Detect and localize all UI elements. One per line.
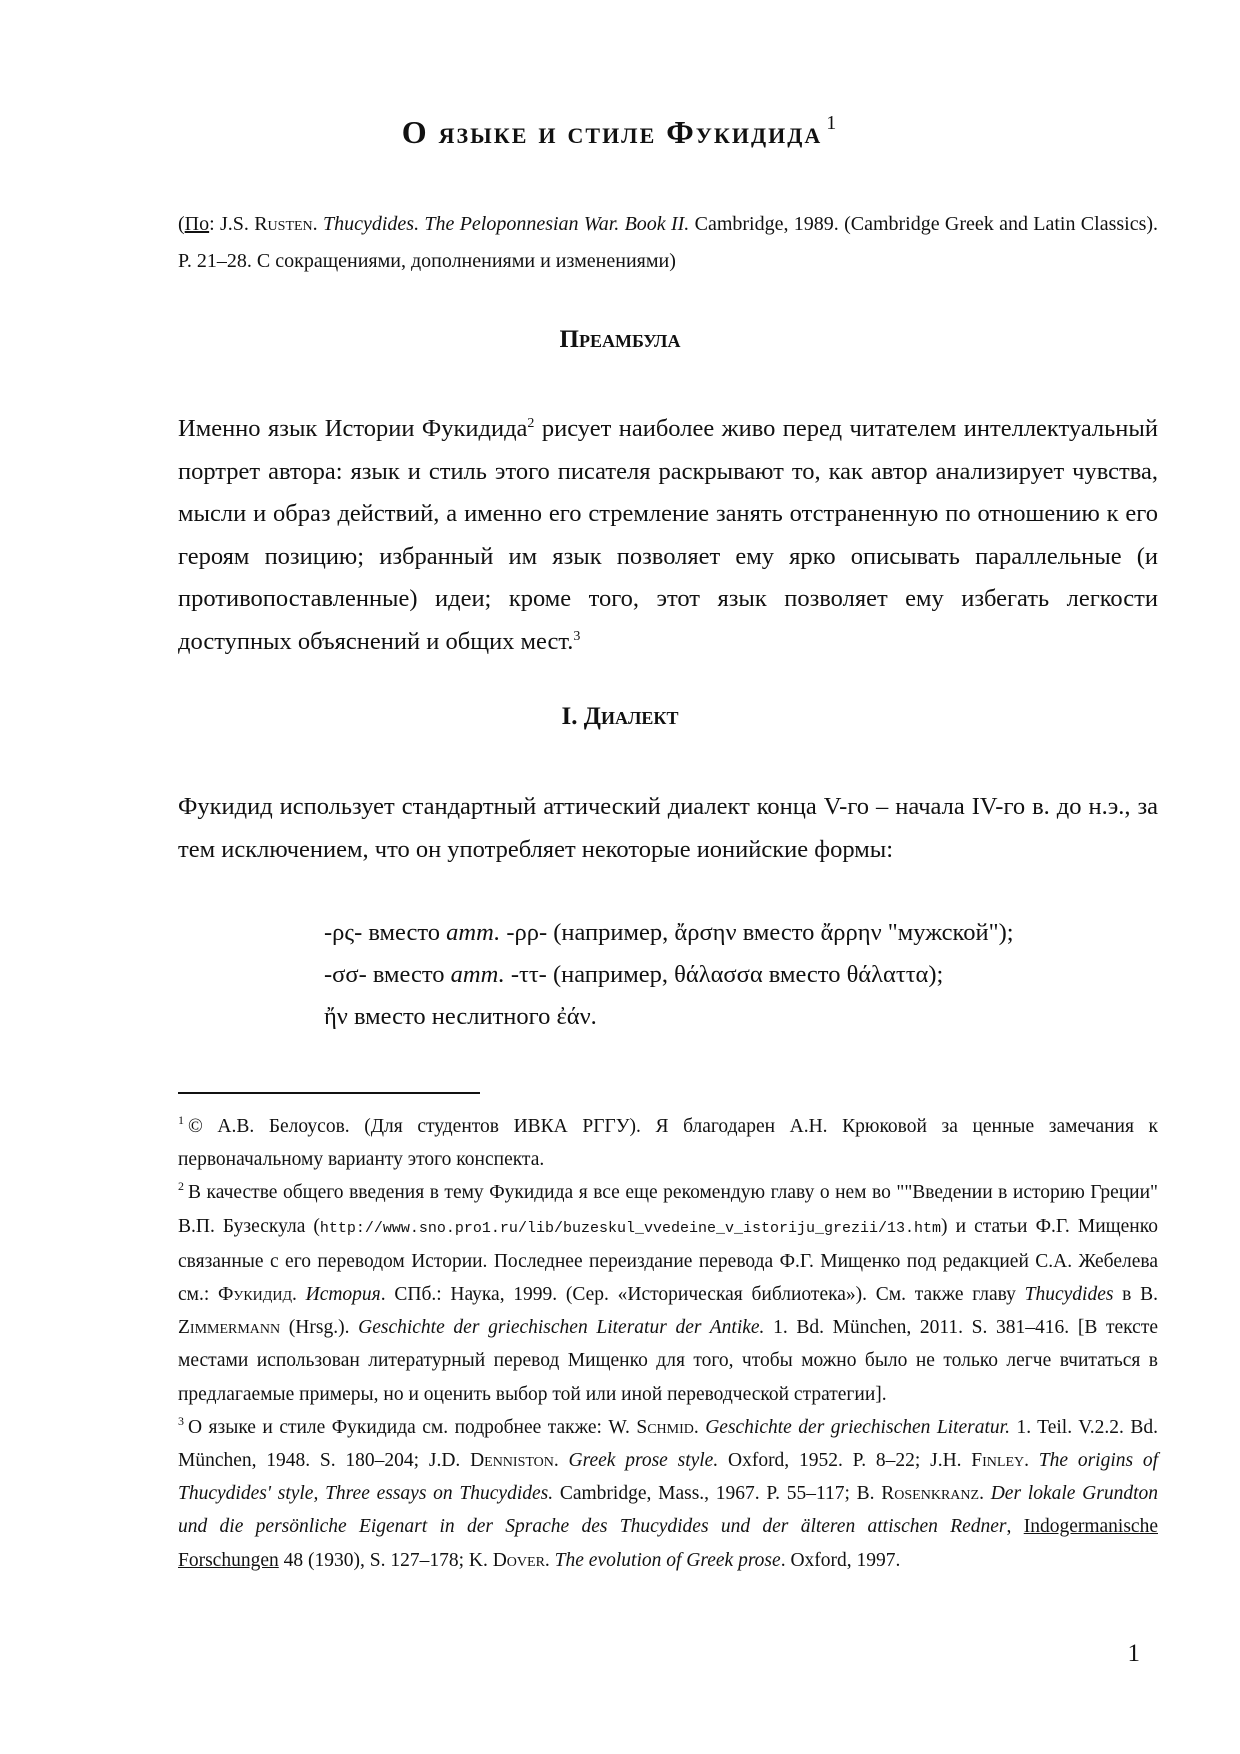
- source-colon: : J.S.: [209, 213, 255, 235]
- footnote-title: Geschichte der griechischen Literatur der Antike.: [358, 1317, 765, 1339]
- page-number: 1: [1127, 1640, 1140, 1667]
- source-citation: [178, 206, 1158, 280]
- footnote-title: The evolution of Greek prose: [554, 1549, 781, 1571]
- example-text: -ρς- вместо: [324, 919, 447, 946]
- footnote-text: 48 (1930), S. 127–178; K.: [278, 1549, 493, 1571]
- example-line: [324, 912, 1124, 954]
- example-text: -σσ- вместо: [324, 961, 451, 988]
- footnote-text: В качестве общего введения в тему Фукидида я все еще рекомендую главу о нем во ""Введении в историю Греции" В.П. Бузескула (: [178, 1182, 1158, 1237]
- footnote-text: 1. Teil. V.2.2. Bd. München, 1948. S. 180–204; J.D.: [178, 1416, 1158, 1472]
- preamble-paragraph: [178, 408, 1158, 663]
- footnote-text: ) и статьи Ф.Г. Мищенко связанные с его переводом Истории. Последнее переиздание перевода Ф.Г. Мищенко под редакцией С.А. Жебелева см.:: [178, 1215, 1158, 1306]
- footnote-2: [178, 1176, 1158, 1410]
- footnote-text: .: [979, 1483, 991, 1505]
- footnote-text: в B.: [1113, 1284, 1158, 1306]
- example-abbrev: атт.: [446, 919, 501, 946]
- footnotes: [178, 1110, 1158, 1577]
- footnote-text: .: [693, 1416, 706, 1438]
- footnote-title: Der lokale Grundton und die persönliche Eigenart in der Sprache des Thucydides und der älteren attischen Redner: [178, 1483, 1159, 1538]
- source-rest: Cambridge, 1989. (Cambridge Greek and Latin Classics). P. 21–28. С сокращениями, дополнениями и изменениями): [178, 213, 1159, 272]
- footnote-text: . СПб.: Наука, 1999. (Сер. «Историческая библиотека»). См. также главу: [380, 1284, 1025, 1306]
- source-open: (: [178, 213, 185, 235]
- document-title: [0, 112, 1240, 151]
- footnote-separator: [178, 1092, 480, 1094]
- footnote-number: 3: [178, 1413, 184, 1428]
- footnote-text: О языке и стиле Фукидида см. подробнее также: W.: [188, 1416, 637, 1438]
- footnote-text: .: [292, 1284, 306, 1306]
- source-po: По: [184, 213, 210, 235]
- footnote-author: Rosenkranz: [881, 1483, 980, 1505]
- footnote-number: 2: [178, 1179, 184, 1194]
- footnote-title: Geschichte der griechischen Literatur.: [705, 1416, 1010, 1438]
- footnote-text: .: [553, 1450, 569, 1472]
- document-title-text: О языке и стиле Фукидида: [401, 114, 823, 150]
- footnote-text: . Oxford, 1997.: [780, 1549, 901, 1571]
- footnote-ref-1[interactable]: 1: [826, 112, 839, 134]
- footnote-author: Zimmermann: [178, 1317, 281, 1339]
- footnote-journal-link[interactable]: Indogermanische Forschungen: [178, 1516, 1158, 1571]
- footnote-text: 1. Bd. München, 2011. S. 381–416. [В тексте местами использован литературный перевод Мищенко для того, чтобы можно было не только легче вчитаться в предлагаемые примеры, но и оценить выбор той или иной переводческой стратегии].: [178, 1317, 1158, 1405]
- example-text: ἤν вместо неслитного ἐάν.: [324, 1003, 597, 1030]
- footnote-author: Фукидид: [218, 1284, 292, 1306]
- footnote-number: 1: [178, 1113, 184, 1127]
- footnote-3: [178, 1411, 1158, 1577]
- footnote-title: Thucydides: [1024, 1284, 1114, 1306]
- footnote-text: © А.В. Белоусов. (Для студентов ИВКА РГГУ). Я благодарен А.Н. Крюковой за ценные замечания к первоначальному варианту этого конспекта.: [178, 1116, 1158, 1171]
- footnote-1: [178, 1110, 1158, 1176]
- footnote-link[interactable]: http://www.sno.pro1.ru/lib/buzeskul_vvedeine_v_istoriju_grezii/13.htm: [319, 1219, 942, 1237]
- source-author: Rusten: [254, 213, 313, 235]
- example-abbrev: атт.: [450, 961, 505, 988]
- footnote-title: The origins of Thucydides' style, Three essays on Thucydides.: [178, 1450, 1159, 1505]
- footnote-author: Denniston: [470, 1450, 554, 1472]
- heading-dialect: I. Диалект: [561, 703, 679, 730]
- source-author-dot: .: [312, 213, 323, 235]
- heading-preamble: Преамбула: [559, 326, 681, 353]
- dialect-paragraph: Фукидид использует стандартный аттический диалект конца V-го – начала IV-го в. до н.э., за тем исключением, что он употребляет некоторые ионийские формы:: [178, 793, 1158, 863]
- footnote-text: ,: [1006, 1516, 1024, 1538]
- example-line: [324, 954, 1124, 996]
- footnote-text: .: [1024, 1450, 1039, 1472]
- footnote-author: Dover: [492, 1549, 545, 1571]
- footnote-title: История: [305, 1284, 381, 1306]
- preamble-text-2: рисует наиболее живо перед читателем интеллектуальный портрет автора: язык и стиль этого писателя раскрывают то, как автор анализирует чувства, мысли и образ действий, а именно его стремление занять отстраненную по отношению к его героям позицию; избранный им язык позволяет ему ярко описывать параллельные (и противопоставленные) идеи; кроме того, этот язык позволяет ему избегать легкости доступных объяснений и общих мест.: [178, 415, 1158, 655]
- source-book-title: Thucydides. The Peloponnesian War. Book II.: [322, 213, 690, 235]
- footnote-ref-2[interactable]: 2: [527, 416, 535, 431]
- footnote-author: Schmid: [636, 1416, 694, 1438]
- footnote-text: (Hrsg.).: [280, 1317, 359, 1339]
- footnote-ref-3[interactable]: 3: [573, 628, 581, 644]
- example-line: [324, 996, 1124, 1038]
- example-text: -ρρ- (например, ἄρσην вместо ἄρρην "мужской");: [500, 919, 1014, 946]
- preamble-text-1: Именно язык Истории Фукидида: [178, 415, 528, 442]
- footnote-text: Oxford, 1952. P. 8–22; J.H.: [718, 1450, 972, 1472]
- footnote-author: Finley: [971, 1450, 1025, 1472]
- footnote-text: .: [544, 1549, 555, 1571]
- footnote-text: Cambridge, Mass., 1967. P. 55–117; B.: [553, 1483, 882, 1505]
- example-text: -ττ- (например, θάλασσα вместо θάλαττα);: [504, 961, 944, 988]
- dialect-examples: [324, 912, 1124, 1038]
- footnote-title: Greek prose style.: [568, 1450, 719, 1472]
